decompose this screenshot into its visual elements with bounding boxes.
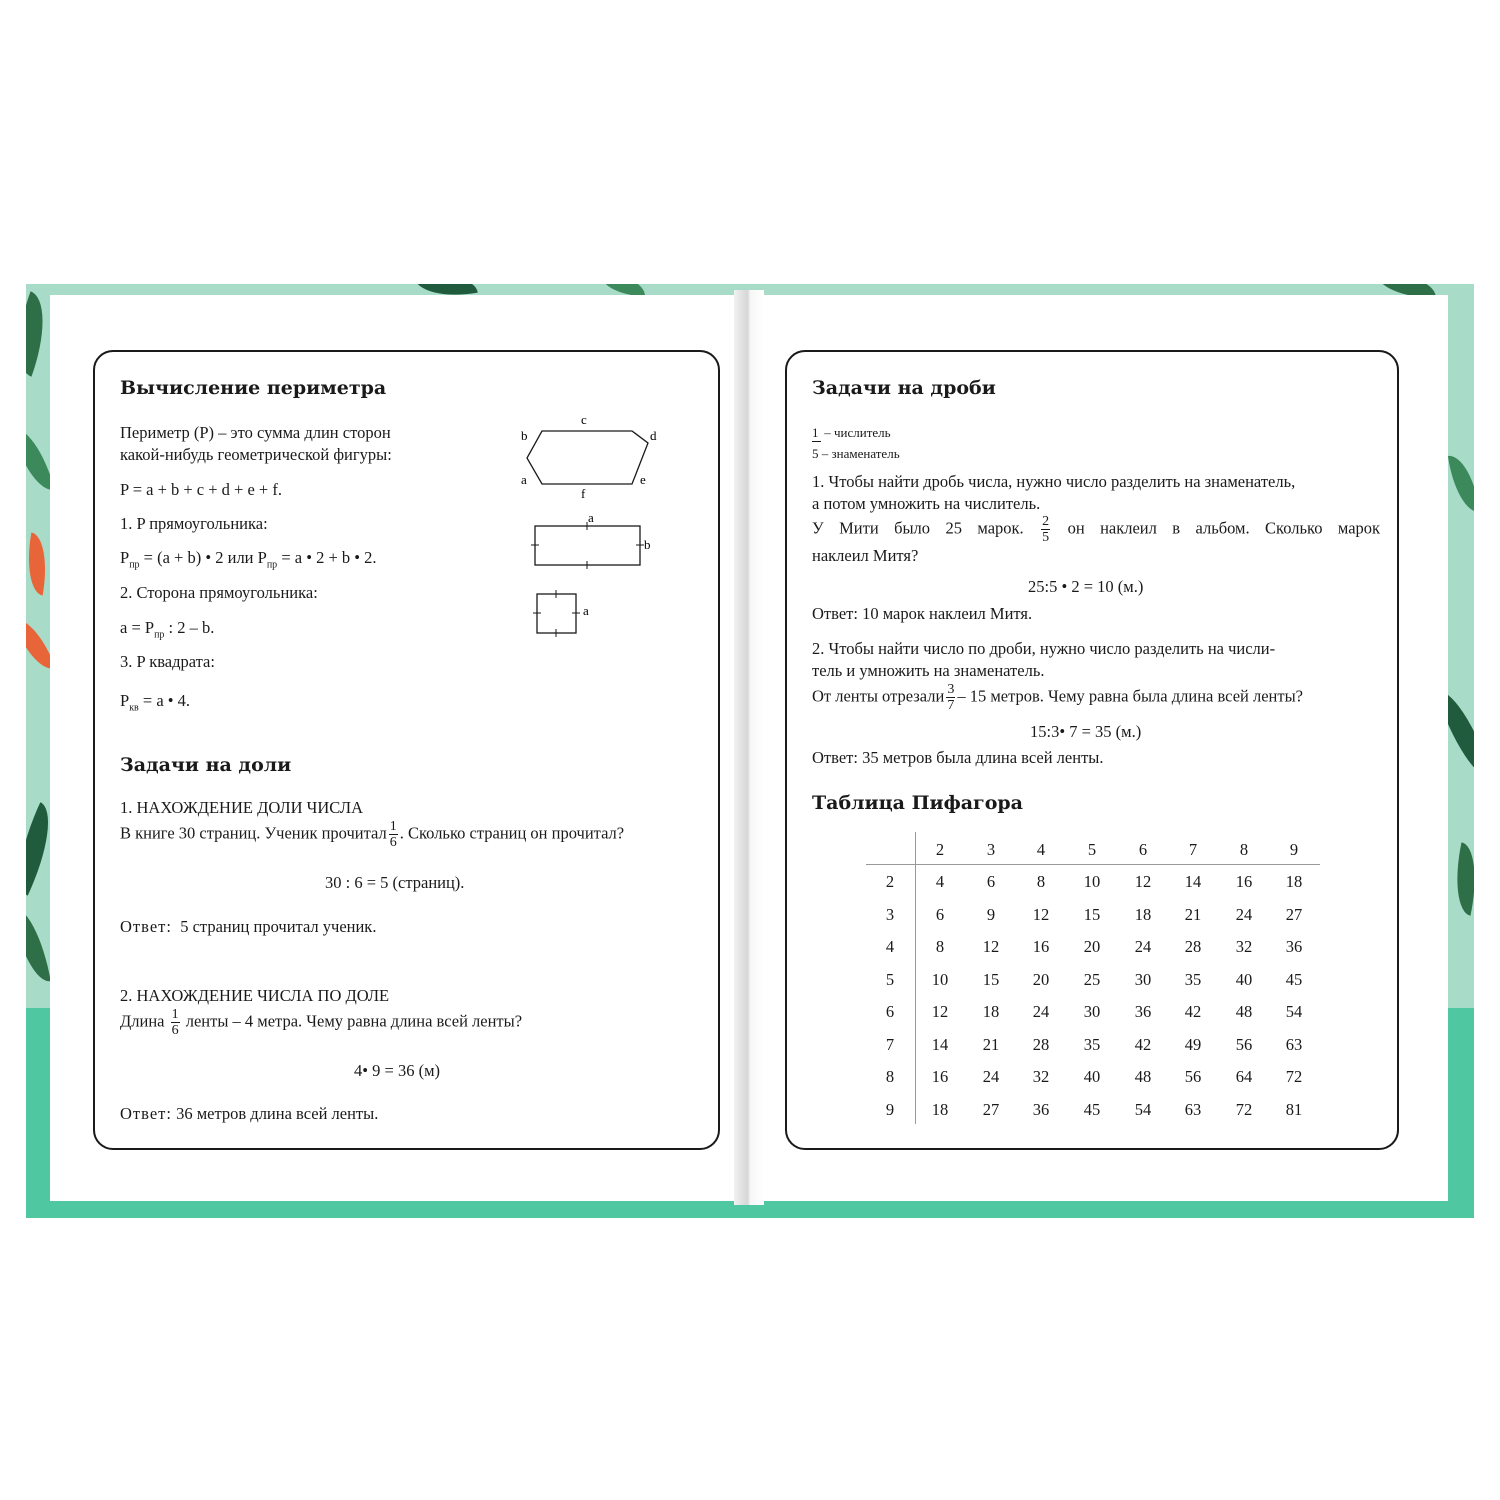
table-cell: 9 xyxy=(986,904,996,924)
task1-text-a: У Мити было 25 марок. xyxy=(812,518,1024,538)
rule2-line2: тель и умножить на знаменатель. xyxy=(812,661,1045,680)
table-row-header: 4 xyxy=(885,937,895,956)
square-formula-rest: = a • 4. xyxy=(138,691,191,710)
part1-answer-text: 5 страниц прочитал ученик. xyxy=(180,917,377,936)
hex-label-f: f xyxy=(581,486,586,501)
table-cell: 36 xyxy=(1032,1099,1050,1119)
table-row-divider xyxy=(915,832,916,1124)
task1-text-b: он наклеил в альбом. Сколько марок xyxy=(1067,518,1381,538)
task2-text-a: От ленты отрезали xyxy=(812,686,945,706)
rectangle-shape xyxy=(535,526,640,565)
table-cell: 54 xyxy=(1134,1099,1152,1119)
hex-label-e: e xyxy=(640,472,646,487)
rect-label-a: a xyxy=(588,510,594,525)
table-cell: 56 xyxy=(1235,1034,1253,1054)
table-row-header: 6 xyxy=(885,1002,895,1021)
task1-calc: 25:5 • 2 = 10 (м.) xyxy=(1028,577,1144,596)
table-cell: 35 xyxy=(1083,1034,1101,1054)
part1-fraction xyxy=(389,819,398,850)
table-cell: 20 xyxy=(1032,969,1050,989)
perimeter-definition-line2: какой-нибудь геометрической фигуры: xyxy=(120,445,392,464)
table-cell: 63 xyxy=(1184,1099,1202,1119)
part2-task xyxy=(120,1007,522,1038)
table-cell: 12 xyxy=(982,937,1000,956)
table-cell: 24 xyxy=(1235,904,1253,924)
table-cell: 32 xyxy=(1032,1067,1050,1086)
table-cell: 21 xyxy=(1184,904,1202,924)
part1-answer-label: Ответ: xyxy=(120,917,172,936)
leaf-decoration xyxy=(1448,453,1474,516)
table-cell: 15 xyxy=(1083,904,1101,924)
numerator-legend xyxy=(812,425,891,442)
table-cell: 12 xyxy=(1134,872,1152,891)
table-row-header: 2 xyxy=(885,872,895,891)
table-cell: 25 xyxy=(1083,969,1101,989)
table-cell: 18 xyxy=(1285,872,1303,891)
part2-heading: 2. НАХОЖДЕНИЕ ЧИСЛА ПО ДОЛЕ xyxy=(120,986,390,1005)
fractions-title: Задачи на дроби xyxy=(812,377,996,399)
table-cell: 18 xyxy=(982,1002,1000,1021)
leaf-decoration xyxy=(26,902,51,985)
table-row-header: 5 xyxy=(885,969,895,989)
leaf-decoration xyxy=(26,533,53,596)
table-cell: 30 xyxy=(1083,1002,1101,1021)
task2-line xyxy=(812,682,1303,713)
hex-label-c: c xyxy=(581,412,587,427)
table-cell: 45 xyxy=(1083,1099,1101,1119)
table-cell: 30 xyxy=(1134,969,1152,989)
table-cell: 28 xyxy=(1032,1034,1050,1054)
table-cell: 16 xyxy=(1032,937,1050,956)
hex-label-b: b xyxy=(521,428,528,443)
table-cell: 72 xyxy=(1285,1067,1303,1086)
numerator-example: 1 xyxy=(812,425,821,442)
task2-answer: Ответ: 35 метров была длина всей ленты. xyxy=(812,748,1104,767)
table-cell: 8 xyxy=(1036,872,1046,891)
task2-text-b: – 15 метров. Чему равна была длина всей ленты? xyxy=(957,686,1303,706)
table-cell: 48 xyxy=(1235,1002,1253,1021)
table-cell: 45 xyxy=(1285,969,1303,989)
shares-title: Задачи на доли xyxy=(120,754,292,776)
table-cell: 27 xyxy=(982,1099,1000,1119)
table-cell: 36 xyxy=(1134,1002,1152,1021)
perimeter-definition-line1: Периметр (Р) – это сумма длин сторон xyxy=(120,423,391,442)
table-column-header: 6 xyxy=(1138,840,1148,859)
table-column-header: 5 xyxy=(1087,840,1097,859)
fraction-numerator: 2 xyxy=(1042,514,1050,529)
table-cell: 16 xyxy=(931,1067,949,1086)
table-cell: 10 xyxy=(931,969,949,989)
numerator-label: – числитель xyxy=(824,425,891,440)
denominator-legend xyxy=(812,446,900,462)
rect-side-formula xyxy=(120,618,214,640)
rule1-line1: 1. Чтобы найти дробь числа, нужно число разделить на знаменатель, xyxy=(812,472,1296,491)
perimeter-formula: P = a + b + c + d + e + f. xyxy=(120,480,282,499)
task2-calc: 15:3• 7 = 35 (м.) xyxy=(1030,722,1142,741)
table-cell: 72 xyxy=(1235,1099,1253,1119)
square-p-subscript: кв xyxy=(129,702,139,714)
table-column-header: 8 xyxy=(1239,840,1249,859)
pythagoras-title: Таблица Пифагора xyxy=(812,792,1023,814)
part1-heading: 1. НАХОЖДЕНИЕ ДОЛИ ЧИСЛА xyxy=(120,798,363,817)
part1-task-b: . Сколько страниц он прочитал? xyxy=(399,823,625,843)
part1-task-a: В книге 30 страниц. Ученик прочитал xyxy=(120,823,387,843)
table-cell: 42 xyxy=(1184,1002,1202,1021)
table-cell: 48 xyxy=(1134,1067,1152,1086)
rect-perimeter-formula xyxy=(120,548,377,570)
table-cell: 24 xyxy=(1134,937,1152,956)
leaf-decoration xyxy=(1447,842,1474,915)
part2-task-b: ленты – 4 метра. Чему равна длина всей ленты? xyxy=(185,1011,523,1031)
part1-answer xyxy=(120,917,376,937)
side-formula-b: : 2 – b. xyxy=(164,618,215,637)
rect-p-symbol: P xyxy=(120,548,130,567)
table-cell: 10 xyxy=(1083,872,1101,891)
part2-calc: 4• 9 = 36 (м) xyxy=(354,1061,441,1080)
table-cell: 56 xyxy=(1184,1067,1202,1086)
rule1-line2: а потом умножить на числитель. xyxy=(812,494,1041,513)
table-cell: 6 xyxy=(935,904,945,924)
table-cell: 18 xyxy=(1134,904,1152,924)
table-cell: 14 xyxy=(1184,872,1202,891)
hex-label-d: d xyxy=(650,428,657,443)
table-header-divider xyxy=(866,864,1320,865)
task2-fraction xyxy=(946,682,955,713)
denominator-label: – знаменатель xyxy=(821,446,900,461)
table-cell: 54 xyxy=(1285,1002,1303,1021)
hexagon-shape xyxy=(527,431,648,484)
fraction-numerator: 3 xyxy=(947,682,955,697)
table-column-header: 3 xyxy=(986,840,996,859)
table-cell: 14 xyxy=(931,1034,949,1054)
part2-task-a: Длина xyxy=(120,1011,165,1031)
rect-p-subscript-2: пр xyxy=(266,559,278,571)
table-cell: 63 xyxy=(1285,1034,1303,1054)
part1-calc: 30 : 6 = 5 (страниц). xyxy=(325,873,465,892)
table-cell: 64 xyxy=(1235,1067,1253,1086)
part1-task xyxy=(120,819,624,850)
table-cell: 18 xyxy=(931,1099,949,1119)
perimeter-title: Вычисление периметра xyxy=(120,377,387,399)
rect-side-heading: 2. Сторона прямоугольника: xyxy=(120,583,318,602)
perimeter-figures xyxy=(510,410,680,640)
fraction-denominator: 6 xyxy=(171,1023,179,1038)
table-cell: 27 xyxy=(1285,904,1303,924)
table-cell: 8 xyxy=(935,937,945,956)
part2-answer xyxy=(120,1104,378,1124)
square-label-a: a xyxy=(583,603,589,618)
hex-label-a: a xyxy=(521,472,527,487)
table-cell: 49 xyxy=(1184,1034,1202,1054)
table-row-header: 9 xyxy=(885,1099,895,1119)
rect-p-subscript: пр xyxy=(129,559,140,571)
task1-fraction xyxy=(1041,514,1050,545)
rect-label-b: b xyxy=(644,537,651,552)
table-cell: 81 xyxy=(1285,1099,1303,1119)
table-row-header: 7 xyxy=(885,1034,895,1054)
table-cell: 42 xyxy=(1134,1034,1152,1054)
fraction-numerator: 1 xyxy=(171,1007,179,1022)
square-perimeter-formula xyxy=(120,691,190,713)
table-cell: 40 xyxy=(1235,969,1253,989)
table-cell: 40 xyxy=(1083,1067,1101,1086)
table-cell: 6 xyxy=(986,872,996,891)
table-cell: 21 xyxy=(982,1034,1000,1054)
task1-line1 xyxy=(812,514,1380,545)
square-p-symbol: P xyxy=(120,691,130,710)
part2-fraction xyxy=(171,1007,180,1038)
table-column-header: 2 xyxy=(935,840,945,859)
book-spine xyxy=(734,290,764,1205)
table-cell: 28 xyxy=(1184,937,1202,956)
rect-formula-part-b: = a • 2 + b • 2. xyxy=(277,548,377,567)
table-cell: 16 xyxy=(1235,872,1253,891)
task1-answer: Ответ: 10 марок наклеил Митя. xyxy=(812,604,1033,623)
square-perimeter-heading: 3. P квадрата: xyxy=(120,652,215,671)
rect-formula-part-a: = (a + b) • 2 или P xyxy=(139,548,267,567)
fraction-denominator: 5 xyxy=(1042,530,1050,545)
table-cell: 15 xyxy=(982,969,1000,989)
rule2-line1: 2. Чтобы найти число по дроби, нужно число разделить на числи- xyxy=(812,639,1276,658)
fraction-denominator: 6 xyxy=(389,835,397,850)
part2-answer-label: Ответ: xyxy=(120,1104,172,1123)
table-cell: 4 xyxy=(935,872,945,891)
square-shape xyxy=(537,594,576,633)
table-column-header: 7 xyxy=(1188,840,1198,859)
table-row-header: 8 xyxy=(885,1067,895,1086)
table-column-header: 4 xyxy=(1036,840,1046,859)
rect-perimeter-heading: 1. P прямоугольника: xyxy=(120,514,268,533)
table-cell: 24 xyxy=(1032,1002,1050,1021)
denominator-example: 5 xyxy=(812,446,819,461)
task1-line2: наклеил Митя? xyxy=(812,546,919,565)
table-row-header: 3 xyxy=(885,904,895,924)
table-cell: 36 xyxy=(1285,937,1303,956)
table-cell: 20 xyxy=(1083,937,1101,956)
table-column-header: 9 xyxy=(1289,840,1299,859)
table-cell: 35 xyxy=(1184,969,1202,989)
fraction-denominator: 7 xyxy=(947,698,955,713)
table-cell: 32 xyxy=(1235,937,1253,956)
side-p-subscript: пр xyxy=(154,629,165,641)
side-formula-a: a = P xyxy=(120,618,155,637)
table-cell: 12 xyxy=(931,1002,949,1021)
table-cell: 12 xyxy=(1032,904,1050,924)
fraction-numerator: 1 xyxy=(389,819,397,834)
part2-answer-text: 36 метров длина всей ленты. xyxy=(176,1104,379,1123)
table-cell: 24 xyxy=(982,1067,1000,1086)
